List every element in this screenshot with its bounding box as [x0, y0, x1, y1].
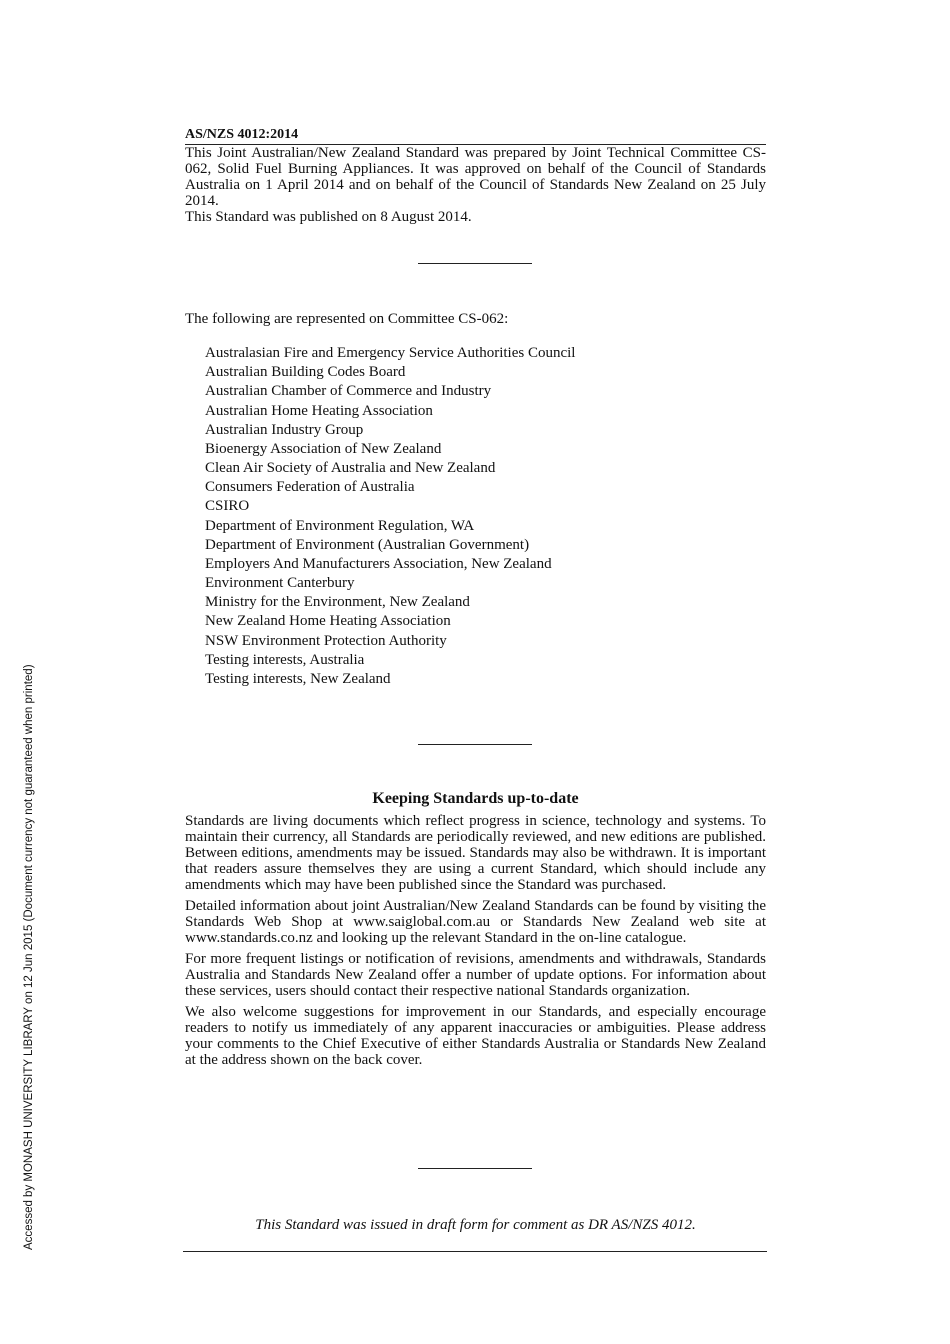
- list-item: Australasian Fire and Emergency Service Authorities Council: [205, 345, 576, 361]
- list-item: NSW Environment Protection Authority: [205, 632, 447, 649]
- footer-rule: [183, 1251, 767, 1252]
- list-item: Ministry for the Environment, New Zealand: [205, 594, 470, 611]
- section-divider: [418, 1168, 532, 1169]
- body-paragraph: We also welcome suggestions for improvement in our Standards, and especially encourage readers to notify us immediately of any apparent inaccuracies or ambiguities. Please address your comments to the Chief Executive of either Standards Australia or Standards New Zealand at the address shown on the back cover.: [185, 1004, 766, 1068]
- publication-date-line: This Standard was published on 8 August 2014.: [185, 209, 472, 225]
- standard-number: AS/NZS 4012:2014: [185, 127, 299, 142]
- list-item: Environment Canterbury: [205, 575, 355, 592]
- committee-member-list: [205, 344, 575, 689]
- list-item: Employers And Manufacturers Association, New Zealand: [205, 555, 552, 572]
- list-item: Australian Home Heating Association: [205, 402, 433, 419]
- list-item: CSIRO: [205, 498, 250, 515]
- committee-intro: The following are represented on Committee CS-062:: [185, 311, 509, 327]
- list-item: Bioenergy Association of New Zealand: [205, 440, 442, 457]
- access-watermark: Accessed by MONASH UNIVERSITY LIBRARY on 12 Jun 2015 (Document currency not guaranteed when printed): [23, 664, 35, 1250]
- list-item: Clean Air Society of Australia and New Zealand: [205, 460, 496, 477]
- keeping-standards-heading: Keeping Standards up-to-date: [372, 790, 579, 807]
- body-paragraph: Standards are living documents which reflect progress in science, technology and systems. To maintain their currency, all Standards are periodically reviewed, and new editions are published. Between editions, amendments may be issued. Standards may also be withdrawn. It is important that readers assure themselves they are using a current Standard, which should include any amendments which may have been published since the Standard was purchased.: [185, 813, 766, 893]
- list-item: Consumers Federation of Australia: [205, 479, 415, 496]
- list-item: Australian Industry Group: [205, 421, 364, 438]
- preparation-paragraph: This Joint Australian/New Zealand Standard was prepared by Joint Technical Committee CS-062, Solid Fuel Burning Appliances. It was approved on behalf of the Council of Standards Australia on 1 April 2014 and on behalf of the Council of Standards New Zealand on 25 July 2014.: [185, 145, 766, 209]
- list-item: Testing interests, Australia: [205, 651, 365, 668]
- body-paragraph: Detailed information about joint Australian/New Zealand Standards can be found by visiting the Standards Web Shop at www.saiglobal.com.au or Standards New Zealand web site at www.standards.co.nz and looking up the relevant Standard in the on-line catalogue.: [185, 898, 766, 946]
- list-item: Australian Chamber of Commerce and Industry: [205, 383, 492, 400]
- keeping-standards-body: [185, 813, 766, 1073]
- section-divider: [418, 744, 532, 745]
- list-item: Department of Environment Regulation, WA: [205, 517, 475, 534]
- list-item: Department of Environment (Australian Government): [205, 536, 530, 553]
- section-divider: [418, 263, 532, 264]
- body-paragraph: For more frequent listings or notification of revisions, amendments and withdrawals, Standards Australia and Standards New Zealand offer a number of update options. For information about these services, users should contact their respective national Standards organization.: [185, 951, 766, 999]
- list-item: Testing interests, New Zealand: [205, 670, 391, 687]
- list-item: New Zealand Home Heating Association: [205, 613, 451, 630]
- draft-note: This Standard was issued in draft form for comment as DR AS/NZS 4012.: [255, 1217, 696, 1233]
- list-item: Australian Building Codes Board: [205, 364, 406, 381]
